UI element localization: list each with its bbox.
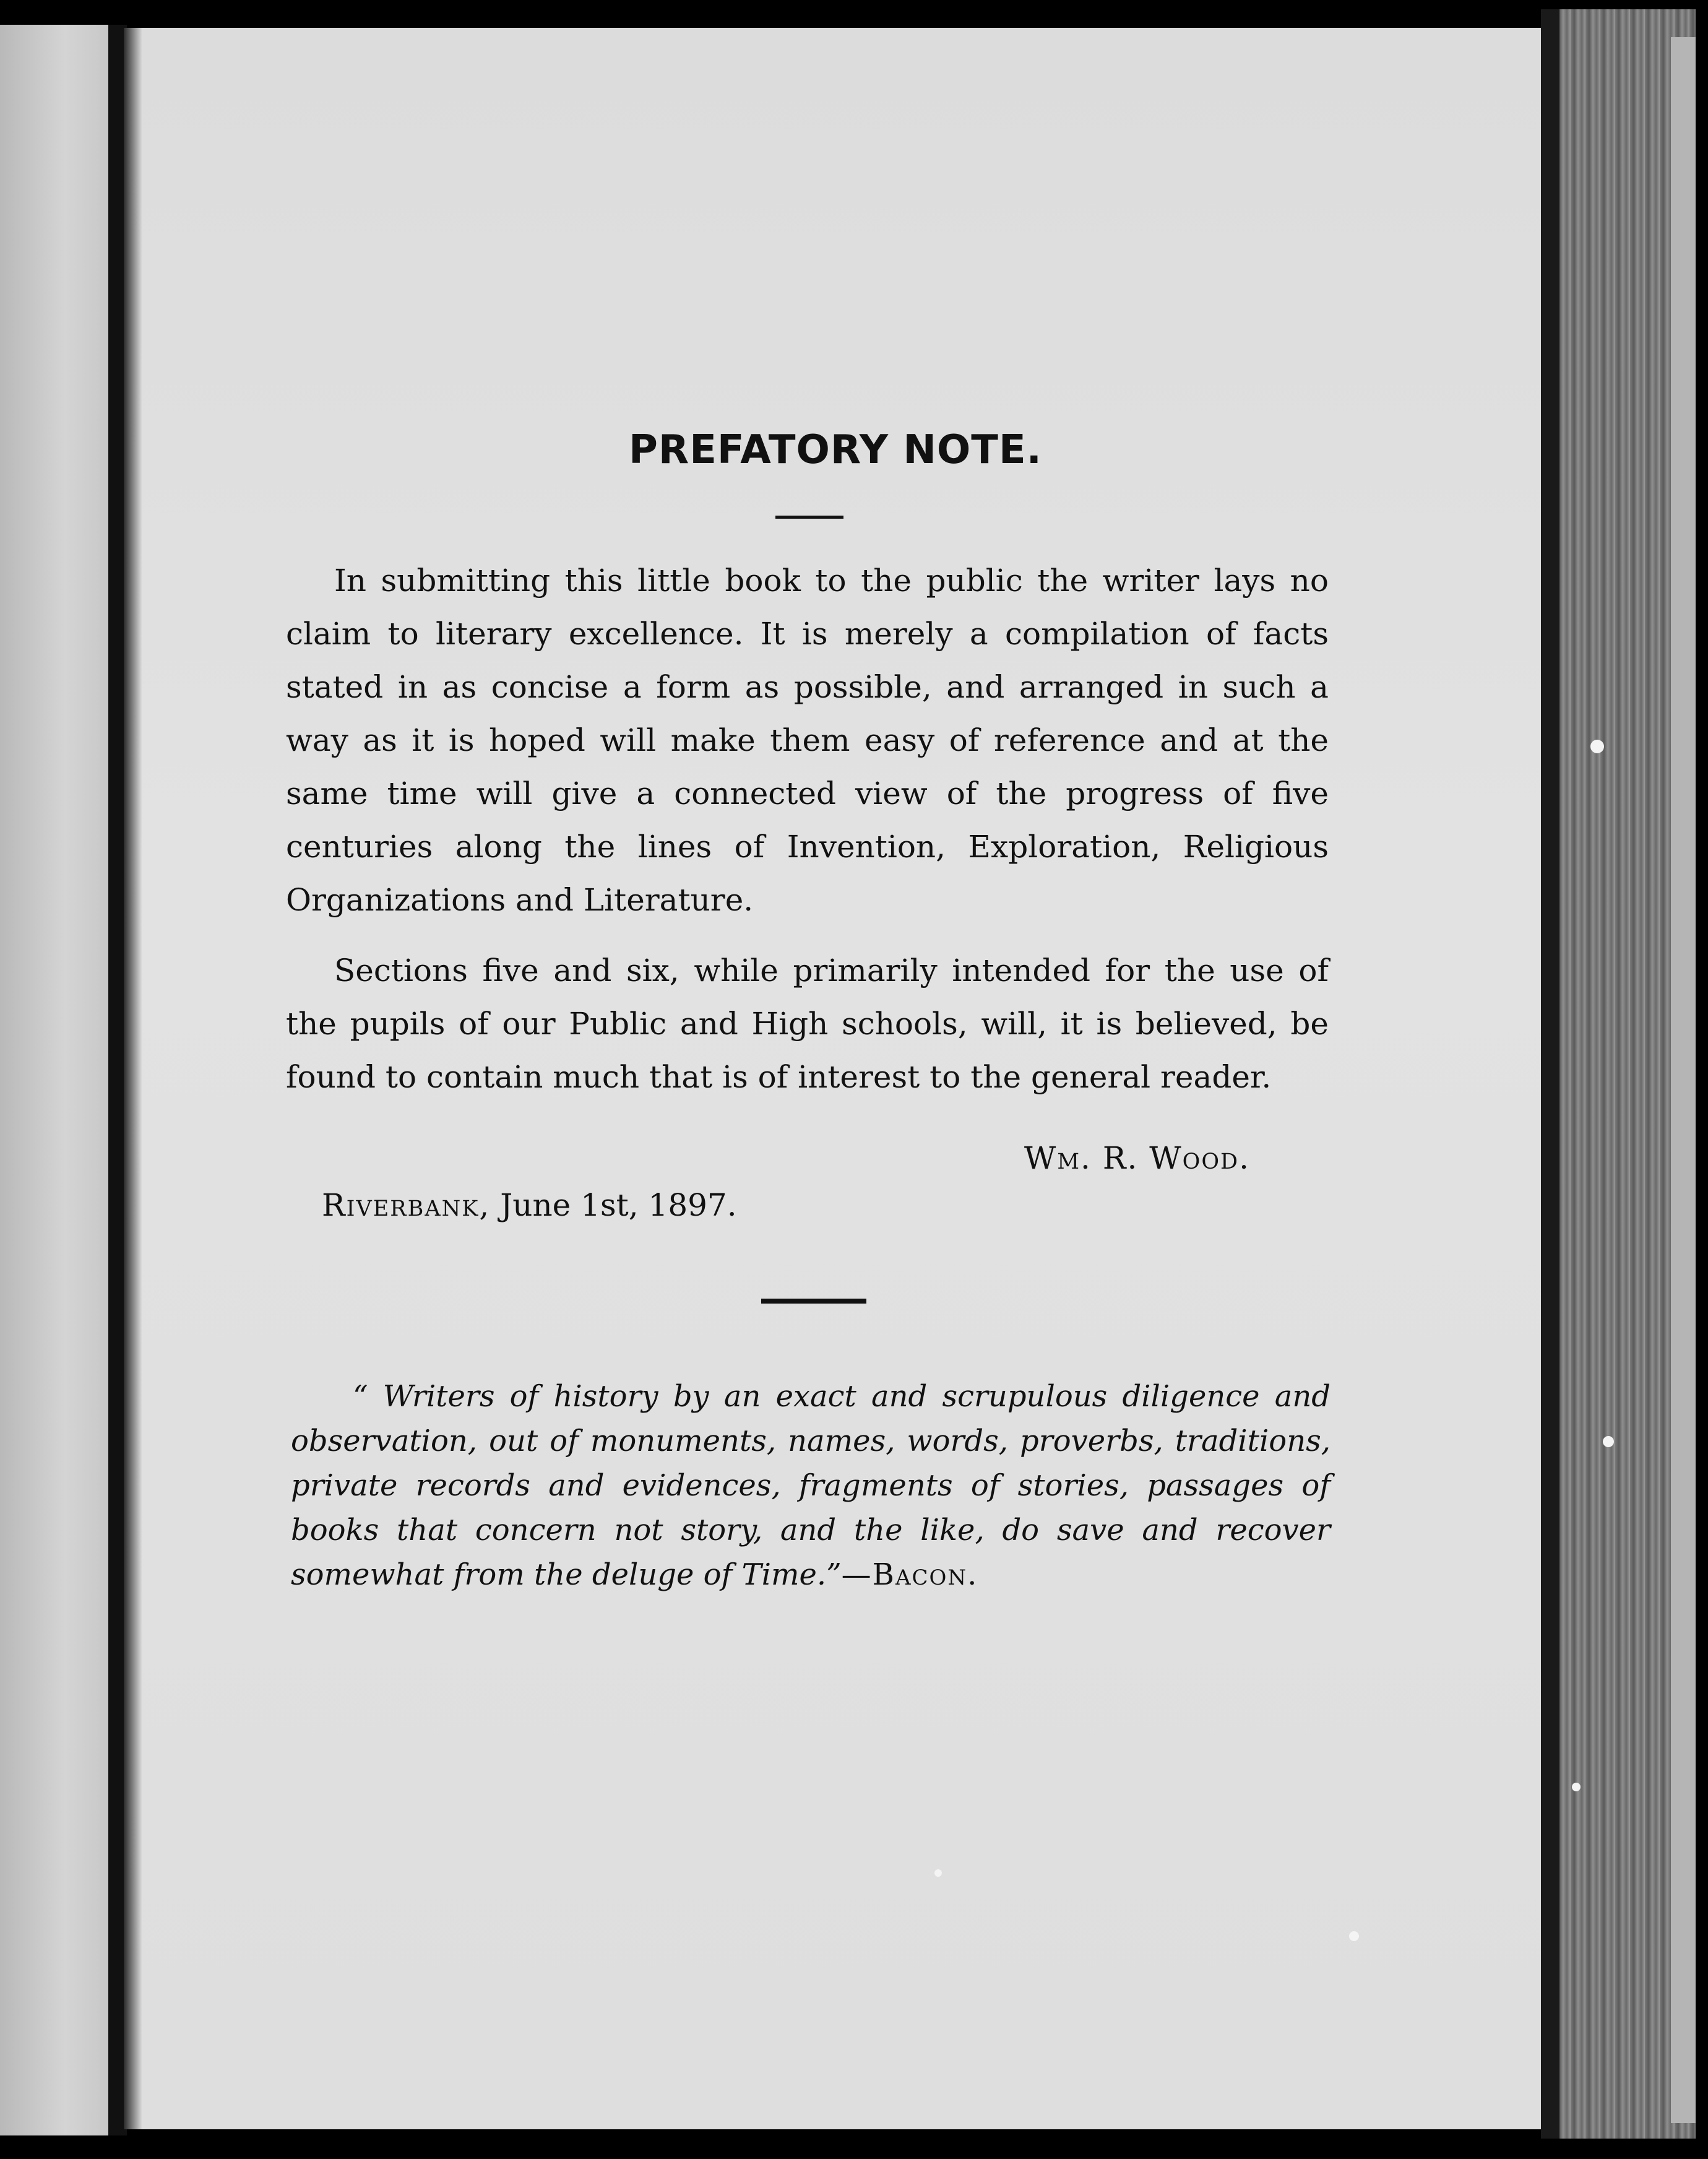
scan-speck [1590,740,1604,753]
dateline [322,1187,879,1223]
page-title: PREFATORY NOTE. [629,427,1042,473]
scan-speck [1349,1931,1359,1941]
quote-attribution: —Bacon. [841,1557,978,1592]
author-signature: Wm. R. Wood. [1024,1140,1250,1176]
epigraph-quote [291,1374,1331,1597]
dateline-date: June 1st, 1897. [500,1187,737,1223]
quote-text: “ Writers of history by an exact and scrupulous diligence and observation, out of monuments, names, words, proverbs, traditions, private records and evidences, fragments of stories, passages of books that concern not story, and the like, do save and recover somewhat from the deluge of Time.” [291,1379,1331,1592]
fore-edge-pages [1671,37,1696,2123]
section-divider [761,1299,866,1304]
title-divider [775,516,843,519]
paragraph-2: Sections five and six, while primarily intended for the use of the pupils of our Public and High schools, will, it is believed, be found to contain much that is of interest to the general reader. [286,953,1329,1095]
paragraph-1: In submitting this little book to the public the writer lays no claim to literary excellence. It is merely a compilation of facts stated in as concise a form as possible, and arranged in such a way as it is hoped will make them easy of reference and at the same time will give a connected view of the progress of five centuries along the lines of Invention, Exploration, Religious Organizations and Literature. [286,563,1329,918]
fore-edge-shadow [1541,9,1559,2139]
page-shadow [124,28,142,2129]
scan-speck [1572,1783,1581,1791]
scan-speck [934,1869,942,1877]
dateline-place: Riverbank, [322,1187,491,1223]
facing-page-edge [0,25,108,2135]
scan-speck [1603,1436,1614,1447]
